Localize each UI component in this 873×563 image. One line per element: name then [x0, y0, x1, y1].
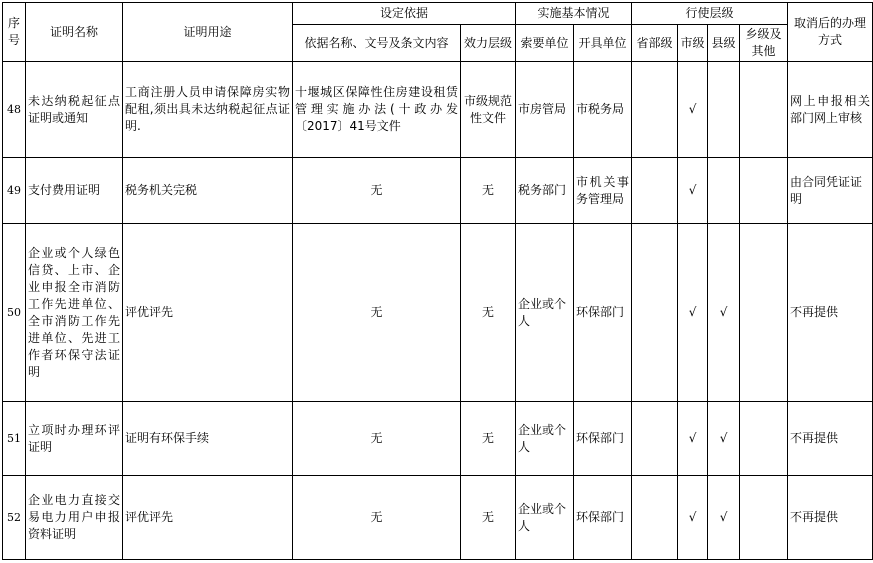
header-exercise-group: 行使层级 [632, 3, 788, 25]
table-row [3, 224, 873, 402]
row-seq: 50 [3, 224, 26, 402]
row-basis-doc: 无 [293, 402, 461, 476]
header-county: 县级 [708, 25, 740, 62]
header-method: 取消后的办理方式 [788, 3, 873, 62]
row-seq: 48 [3, 62, 26, 158]
row-provincial [632, 476, 678, 560]
header-req-unit: 索要单位 [516, 25, 574, 62]
row-method: 不再提供 [788, 224, 873, 402]
row-purpose: 评优评先 [123, 476, 293, 560]
row-purpose: 工商注册人员申请保障房实物配租,须出具未达纳税起征点证明. [123, 62, 293, 158]
row-purpose: 证明有环保手续 [123, 402, 293, 476]
header-township: 乡级及其他 [740, 25, 788, 62]
row-township [740, 62, 788, 158]
row-basis-doc: 十堰城区保障性住房建设租赁管理实施办法(十政办发〔2017〕41号文件 [293, 62, 461, 158]
row-county-check [708, 158, 740, 224]
row-name: 支付费用证明 [26, 158, 123, 224]
row-township [740, 158, 788, 224]
row-county-check: √ [708, 402, 740, 476]
header-city: 市级 [678, 25, 708, 62]
row-req-unit: 企业或个人 [516, 402, 574, 476]
row-county-check: √ [708, 224, 740, 402]
row-seq: 49 [3, 158, 26, 224]
row-township [740, 224, 788, 402]
row-issue-unit: 市税务局 [574, 62, 632, 158]
row-county-check: √ [708, 476, 740, 560]
row-township [740, 476, 788, 560]
header-basis-doc: 依据名称、文号及条文内容 [293, 25, 461, 62]
header-name: 证明名称 [26, 3, 123, 62]
row-basis-level: 市级规范性文件 [461, 62, 516, 158]
row-basis-doc: 无 [293, 476, 461, 560]
row-seq: 52 [3, 476, 26, 560]
row-provincial [632, 402, 678, 476]
row-basis-doc: 无 [293, 224, 461, 402]
row-city-check: √ [678, 402, 708, 476]
row-basis-level: 无 [461, 158, 516, 224]
row-basis-level: 无 [461, 402, 516, 476]
header-impl-group: 实施基本情况 [516, 3, 632, 25]
row-req-unit: 税务部门 [516, 158, 574, 224]
row-name: 企业电力直接交易电力用户申报资料证明 [26, 476, 123, 560]
row-city-check: √ [678, 224, 708, 402]
row-issue-unit: 环保部门 [574, 476, 632, 560]
table-row [3, 62, 873, 158]
row-township [740, 402, 788, 476]
header-purpose: 证明用途 [123, 3, 293, 62]
row-method: 不再提供 [788, 402, 873, 476]
row-city-check: √ [678, 62, 708, 158]
row-name: 企业或个人绿色信贷、上市、企业申报全市消防工作先进单位、全市消防工作先进单位、先进工作者环保守法证明 [26, 224, 123, 402]
row-basis-level: 无 [461, 224, 516, 402]
row-issue-unit: 市机关事务管理局 [574, 158, 632, 224]
row-provincial [632, 224, 678, 402]
row-county-check [708, 62, 740, 158]
row-req-unit: 企业或个人 [516, 476, 574, 560]
row-issue-unit: 环保部门 [574, 402, 632, 476]
row-method: 由合同凭证证明 [788, 158, 873, 224]
row-method: 网上申报相关部门网上审核 [788, 62, 873, 158]
row-req-unit: 市房管局 [516, 62, 574, 158]
header-basis-level: 效力层级 [461, 25, 516, 62]
certificate-table [2, 2, 873, 560]
header-provincial: 省部级 [632, 25, 678, 62]
table-row [3, 402, 873, 476]
row-basis-doc: 无 [293, 158, 461, 224]
row-method: 不再提供 [788, 476, 873, 560]
row-seq: 51 [3, 402, 26, 476]
row-city-check: √ [678, 476, 708, 560]
row-provincial [632, 62, 678, 158]
header-seq: 序号 [3, 3, 26, 62]
header-issue-unit: 开具单位 [574, 25, 632, 62]
row-purpose: 税务机关完税 [123, 158, 293, 224]
row-basis-level: 无 [461, 476, 516, 560]
row-issue-unit: 环保部门 [574, 224, 632, 402]
row-name: 未达纳税起征点证明或通知 [26, 62, 123, 158]
header-basis-group: 设定依据 [293, 3, 516, 25]
row-purpose: 评优评先 [123, 224, 293, 402]
table-row [3, 158, 873, 224]
table-row [3, 476, 873, 560]
row-name: 立项时办理环评证明 [26, 402, 123, 476]
row-req-unit: 企业或个人 [516, 224, 574, 402]
row-city-check: √ [678, 158, 708, 224]
row-provincial [632, 158, 678, 224]
